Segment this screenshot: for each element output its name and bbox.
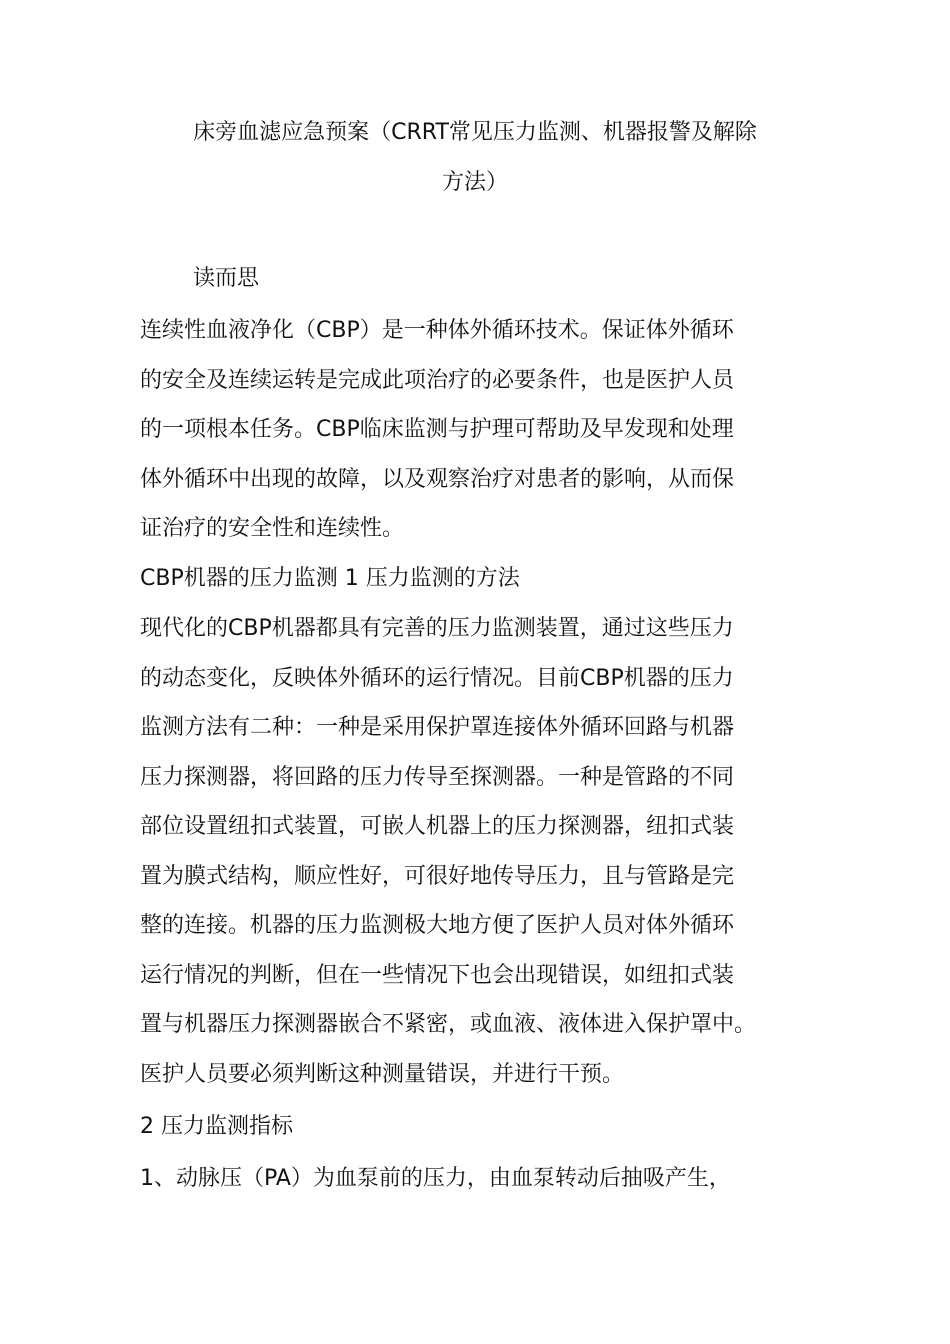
document-title xyxy=(120,108,830,208)
paragraph-line: 证治疗的安全性和连续性。 xyxy=(140,516,405,541)
title-line-1: 床旁血滤应急预案（CRRT常见压力监测、机器报警及解除 xyxy=(193,120,757,145)
paragraph-line: 压力探测器，将回路的压力传导至探测器。一种是管路的不同 xyxy=(140,764,735,790)
paragraph-line: 的动态变化，反映体外循环的运行情况。目前CBP机器的压力 xyxy=(140,665,734,691)
paragraph-indicators xyxy=(140,1154,830,1204)
paragraph-line: 连续性血液净化（CBP）是一种体外循环技术。保证体外循环 xyxy=(140,318,734,343)
subheading-text: 读而思 xyxy=(193,266,260,291)
section-heading-2 xyxy=(140,1102,830,1152)
title-line-2: 方法） xyxy=(441,170,508,195)
paragraph-line: 整的连接。机器的压力监测极大地方便了医护人员对体外循环 xyxy=(140,913,735,938)
paragraph-pressure-methods xyxy=(140,604,830,1099)
paragraph-line: 置与机器压力探测器嵌合不紧密，或血液、液体进入保护罩中。 xyxy=(140,1012,757,1037)
paragraph-line: 现代化的CBP机器都具有完善的压力监测装置，通过这些压力 xyxy=(140,616,734,641)
section-heading-text: CBP机器的压力监测 1 压力监测的方法 xyxy=(140,566,520,591)
paragraph-line: 体外循环中出现的故障，以及观察治疗对患者的影响，从而保 xyxy=(140,466,735,492)
paragraph-line: 运行情况的判断，但在一些情况下也会出现错误，如纽扣式装 xyxy=(140,962,735,988)
paragraph-line: 1、动脉压（PA）为血泵前的压力，由血泵转动后抽吸产生， xyxy=(140,1166,731,1191)
paragraph-line: 监测方法有二种：一种是采用保护罩连接体外循环回路与机器 xyxy=(140,715,735,740)
paragraph-line: 部位设置纽扣式装置，可嵌人机器上的压力探测器，纽扣式装 xyxy=(140,814,735,839)
subheading xyxy=(193,254,883,304)
paragraph-line: 置为膜式结构，顺应性好，可很好地传导压力，且与管路是完 xyxy=(140,863,735,889)
paragraph-line: 的安全及连续运转是完成此项治疗的必要条件，也是医护人员 xyxy=(140,367,735,393)
paragraph-intro xyxy=(140,306,830,554)
section-heading-text: 2 压力监测指标 xyxy=(140,1114,293,1139)
paragraph-line: 医护人员要必须判断这种测量错误，并进行干预。 xyxy=(140,1061,625,1087)
paragraph-line: 的一项根本任务。CBP临床监测与护理可帮助及早发现和处理 xyxy=(140,417,734,442)
section-heading-1 xyxy=(140,554,830,604)
